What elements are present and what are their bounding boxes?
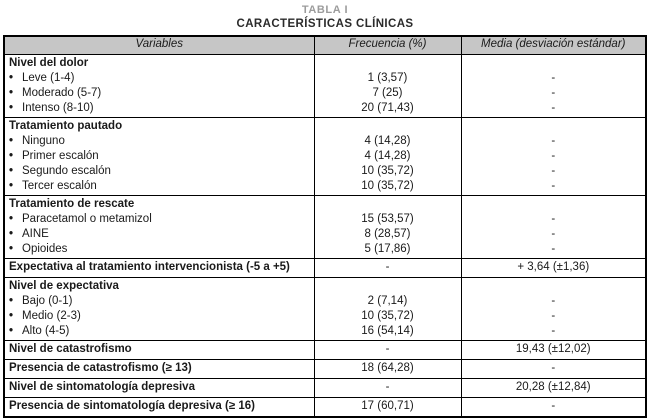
- bullet-item-label: Bajo (0-1): [22, 295, 73, 307]
- frequency-value: 10 (35,72): [361, 165, 414, 177]
- media-value: -: [551, 362, 556, 374]
- bullet-item-label: Segundo escalón: [22, 165, 111, 177]
- blank-line: [466, 279, 642, 294]
- variables-cell: [4, 259, 314, 278]
- table-row: [4, 379, 646, 398]
- bullet-item-label: Opioides: [22, 243, 68, 255]
- media-value: -: [551, 102, 556, 114]
- bullet-item: [9, 212, 310, 227]
- group-label: Nivel de expectativa: [9, 280, 119, 292]
- bullet-item-label: Moderado (5-7): [22, 87, 102, 99]
- frequency-cell: [314, 196, 461, 259]
- bullet-icon: •: [9, 310, 14, 322]
- bullet-icon: •: [9, 213, 14, 225]
- variables-cell: [4, 55, 314, 118]
- bullet-item: [9, 71, 310, 86]
- frequency-value: 7 (25): [372, 87, 403, 99]
- bullet-icon: •: [9, 135, 14, 147]
- bullet-item: [9, 179, 310, 194]
- table-group-row: [4, 118, 646, 196]
- frequency-value: -: [385, 343, 390, 355]
- clinical-characteristics-table: [3, 35, 647, 418]
- media-cell: [461, 196, 646, 259]
- table-group-row: [4, 278, 646, 341]
- frequency-value: 4 (14,28): [364, 150, 411, 162]
- frequency-cell: [314, 278, 461, 341]
- frequency-cell: [314, 55, 461, 118]
- frequency-value: 18 (64,28): [361, 362, 414, 374]
- bullet-item: [9, 149, 310, 164]
- frequency-cell: [314, 118, 461, 196]
- variables-cell: [4, 341, 314, 360]
- bullet-icon: •: [9, 325, 14, 337]
- bullet-item: [9, 101, 310, 116]
- media-cell: [461, 118, 646, 196]
- frequency-value: 17 (60,71): [361, 400, 414, 412]
- media-value: -: [551, 150, 556, 162]
- frequency-value: 1 (3,57): [367, 72, 408, 84]
- group-label: Tratamiento de rescate: [9, 198, 135, 210]
- frequency-value: -: [385, 381, 390, 393]
- blank-line: [466, 119, 642, 134]
- bullet-item-label: Tercer escalón: [22, 180, 97, 192]
- table-row: [4, 398, 646, 418]
- media-cell: [461, 259, 646, 278]
- variables-cell: [4, 278, 314, 341]
- frequency-value: 20 (71,43): [361, 102, 414, 114]
- blank-line: [466, 56, 642, 71]
- bullet-icon: •: [9, 165, 14, 177]
- bullet-item-label: Alto (4-5): [22, 325, 70, 337]
- group-label: Tratamiento pautado: [9, 120, 123, 132]
- variables-cell: [4, 118, 314, 196]
- media-value: -: [551, 165, 556, 177]
- frequency-value: 8 (28,57): [364, 228, 411, 240]
- media-value: -: [551, 325, 556, 337]
- blank-line: [319, 197, 457, 212]
- frequency-value: 4 (14,28): [364, 135, 411, 147]
- bullet-item: [9, 86, 310, 101]
- media-cell: [461, 55, 646, 118]
- bullet-item: [9, 134, 310, 149]
- table-row: [4, 341, 646, 360]
- bullet-icon: •: [9, 243, 14, 255]
- frequency-cell: [314, 379, 461, 398]
- row-label: Nivel de catastrofismo: [9, 343, 132, 355]
- media-value: 20,28 (±12,84): [515, 381, 591, 393]
- table-header: [4, 36, 646, 55]
- bullet-item-label: AINE: [22, 228, 49, 240]
- frequency-cell: [314, 360, 461, 379]
- blank-line: [319, 56, 457, 71]
- table-title-block: [3, 4, 647, 31]
- media-value: -: [551, 400, 556, 412]
- media-cell: [461, 360, 646, 379]
- media-value: 19,43 (±12,02): [515, 343, 591, 355]
- bullet-item: [9, 227, 310, 242]
- frequency-cell: [314, 341, 461, 360]
- frequency-value: 5 (17,86): [364, 243, 411, 255]
- variables-cell: [4, 360, 314, 379]
- variables-cell: [4, 398, 314, 418]
- table-row: [4, 360, 646, 379]
- bullet-item-label: Medio (2-3): [22, 310, 81, 322]
- bullet-icon: •: [9, 228, 14, 240]
- media-cell: [461, 278, 646, 341]
- bullet-icon: •: [9, 87, 14, 99]
- bullet-item-label: Primer escalón: [22, 150, 99, 162]
- bullet-item: [9, 309, 310, 324]
- media-value: -: [551, 87, 556, 99]
- header-row: [4, 36, 646, 55]
- frequency-cell: [314, 259, 461, 278]
- row-label: Presencia de sintomatología depresiva (≥ 16): [9, 400, 255, 412]
- bullet-item: [9, 294, 310, 309]
- variables-cell: [4, 196, 314, 259]
- bullet-icon: •: [9, 72, 14, 84]
- bullet-icon: •: [9, 295, 14, 307]
- blank-line: [319, 279, 457, 294]
- frequency-cell: [314, 398, 461, 418]
- frequency-value: 16 (54,14): [361, 325, 414, 337]
- table-group-row: [4, 196, 646, 259]
- media-value: -: [551, 228, 556, 240]
- table-number-title: TABLA I: [301, 4, 349, 16]
- blank-line: [319, 119, 457, 134]
- row-label: Nivel de sintomatología depresiva: [9, 381, 195, 393]
- table-caption: CARACTERÍSTICAS CLÍNICAS: [236, 18, 414, 30]
- bullet-item-label: Ninguno: [22, 135, 65, 147]
- bullet-item: [9, 242, 310, 257]
- row-label: Presencia de catastrofismo (≥ 13): [9, 362, 192, 374]
- media-value: -: [551, 135, 556, 147]
- column-header-frecuencia: Frecuencia (%): [314, 36, 461, 55]
- bullet-item: [9, 164, 310, 179]
- bullet-item-label: Paracetamol o metamizol: [22, 213, 152, 225]
- variables-cell: [4, 379, 314, 398]
- column-header-variables: Variables: [4, 36, 314, 55]
- media-cell: [461, 398, 646, 418]
- frequency-value: -: [385, 261, 390, 273]
- table-row: [4, 259, 646, 278]
- media-value: -: [551, 72, 556, 84]
- table-group-row: [4, 55, 646, 118]
- column-header-media: Media (desviación estándar): [461, 36, 646, 55]
- row-label: Expectativa al tratamiento intervencionista (-5 a +5): [9, 261, 290, 273]
- frequency-value: 10 (35,72): [361, 310, 414, 322]
- table-body: [4, 55, 646, 418]
- blank-line: [466, 197, 642, 212]
- media-value: -: [551, 295, 556, 307]
- bullet-item-label: Intenso (8-10): [22, 102, 94, 114]
- bullet-icon: •: [9, 102, 14, 114]
- media-cell: [461, 379, 646, 398]
- bullet-icon: •: [9, 180, 14, 192]
- media-value: + 3,64 (±1,36): [517, 261, 590, 273]
- bullet-item-label: Leve (1-4): [22, 72, 75, 84]
- media-value: -: [551, 310, 556, 322]
- frequency-value: 2 (7,14): [367, 295, 408, 307]
- bullet-icon: •: [9, 150, 14, 162]
- media-cell: [461, 341, 646, 360]
- media-value: -: [551, 243, 556, 255]
- media-value: -: [551, 180, 556, 192]
- media-value: -: [551, 213, 556, 225]
- bullet-item: [9, 324, 310, 339]
- group-label: Nivel del dolor: [9, 57, 89, 69]
- frequency-value: 15 (53,57): [361, 213, 414, 225]
- frequency-value: 10 (35,72): [361, 180, 414, 192]
